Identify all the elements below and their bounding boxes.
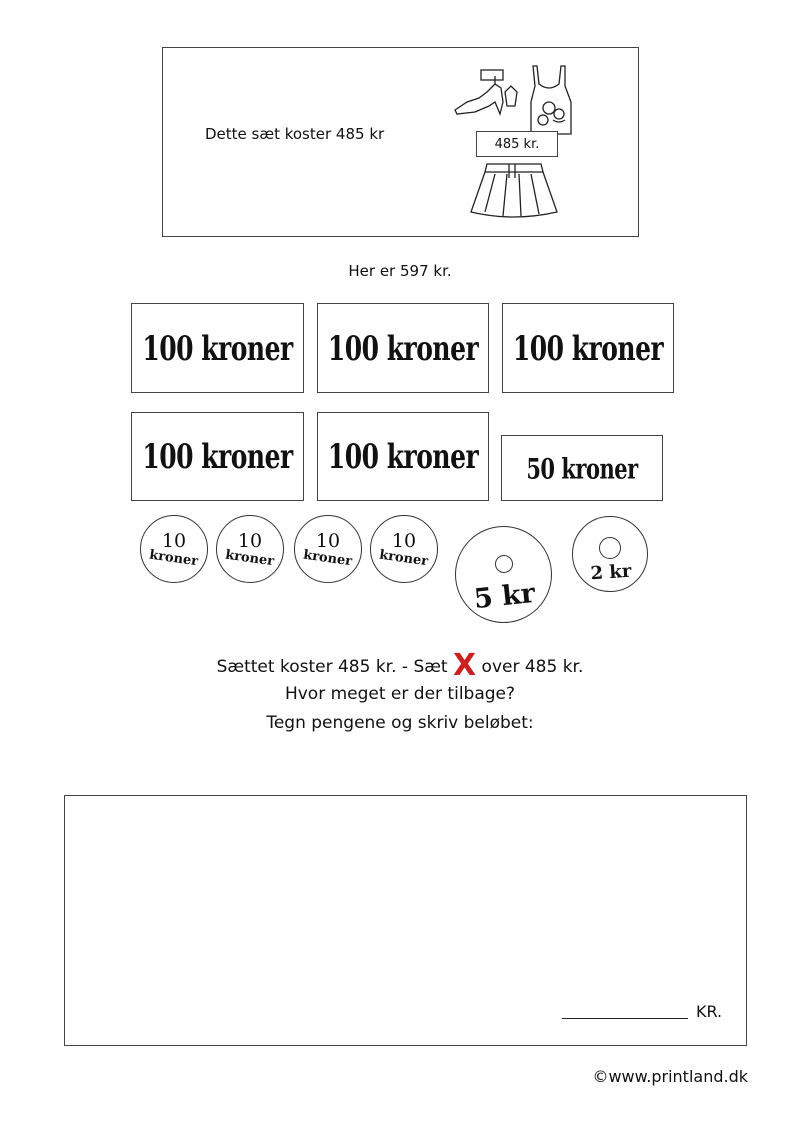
coin-label: 5 kr xyxy=(472,577,537,616)
coin-hole xyxy=(495,555,513,573)
copyright: ©www.printland.dk xyxy=(592,1067,748,1086)
coin-value: 10 xyxy=(161,530,187,552)
available-money-text: Her er 597 kr. xyxy=(348,262,452,280)
banknote-label: 50 kroner xyxy=(526,451,638,485)
coin-unit: kroner xyxy=(378,547,430,570)
coin-unit: kroner xyxy=(224,547,276,570)
coin-value: 10 xyxy=(237,530,263,552)
coin-value: 10 xyxy=(391,530,417,552)
answer-unit: KR. xyxy=(696,1002,723,1021)
coin-hole xyxy=(599,537,621,559)
banknote-label: 100 kroner xyxy=(512,328,664,368)
coin-unit: kroner xyxy=(148,547,200,570)
banknote-100[interactable] xyxy=(317,412,489,501)
coin-5[interactable] xyxy=(455,526,552,623)
x-mark-icon: X xyxy=(453,648,477,683)
instruction-text: Sættet koster 485 kr. - Sæt xyxy=(216,657,448,677)
banknote-100[interactable] xyxy=(317,303,489,393)
coin-value: 10 xyxy=(315,530,341,552)
banknote-50[interactable] xyxy=(501,435,663,501)
coin-2[interactable] xyxy=(572,516,648,592)
answer-field[interactable] xyxy=(562,1002,722,1021)
coin-unit: kroner xyxy=(302,547,354,570)
instruction-line-3: Tegn pengene og skriv beløbet: xyxy=(266,713,534,733)
set-price-text: Dette sæt koster 485 kr xyxy=(205,125,385,143)
answer-line[interactable] xyxy=(562,1004,688,1019)
banknote-100[interactable] xyxy=(131,412,304,501)
coin-label: 2 kr xyxy=(589,560,633,585)
banknote-100[interactable] xyxy=(502,303,674,393)
banknote-100[interactable] xyxy=(131,303,304,393)
banknote-label: 100 kroner xyxy=(327,328,479,368)
instruction-text: over 485 kr. xyxy=(481,657,584,677)
coin-10[interactable] xyxy=(216,515,284,583)
instruction-line-2: Hvor meget er der tilbage? xyxy=(284,684,516,704)
banknote-label: 100 kroner xyxy=(142,328,293,368)
banknote-label: 100 kroner xyxy=(142,436,293,477)
price-tag: 485 kr. xyxy=(476,131,558,157)
coin-10[interactable] xyxy=(294,515,362,583)
instruction-line-1 xyxy=(0,648,800,683)
coin-10[interactable] xyxy=(140,515,208,583)
coin-10[interactable] xyxy=(370,515,438,583)
banknote-label: 100 kroner xyxy=(327,436,479,477)
